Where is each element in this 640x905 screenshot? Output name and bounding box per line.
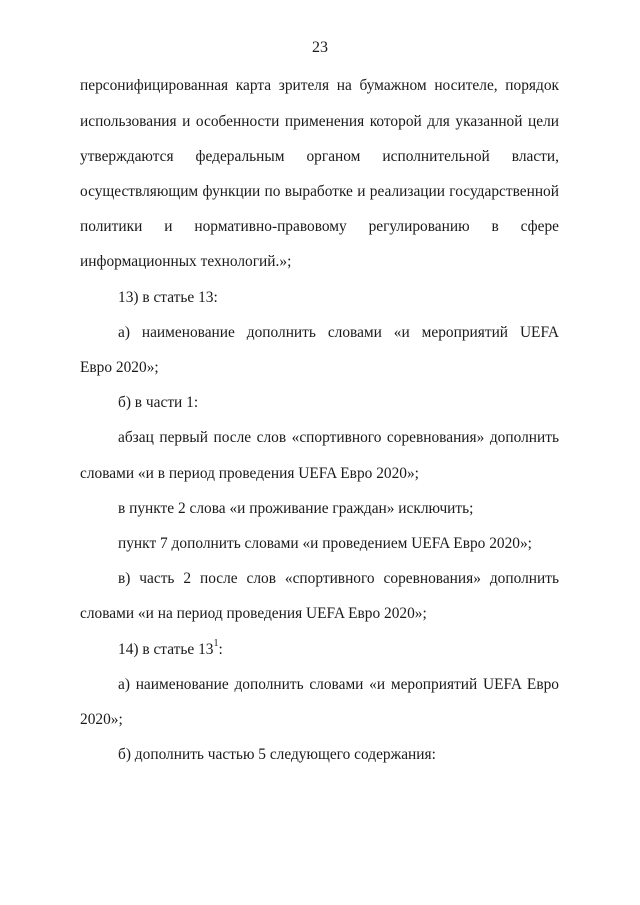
text-line: 2020»;: [80, 711, 123, 728]
text-line-with-superscript: [118, 637, 559, 660]
text-line: а) наименование дополнить словами «и мероприятий UEFA Евро: [118, 676, 559, 693]
page-number: 23: [312, 39, 328, 56]
text-line: информационных технологий.»;: [80, 253, 292, 270]
superscript: 1: [213, 637, 219, 649]
text-line: в пункте 2 слова «и проживание граждан» исключить;: [118, 500, 474, 517]
text-line: а) наименование дополнить словами «и мероприятий UEFA: [118, 324, 559, 341]
text-fragment: :: [218, 641, 223, 658]
text-line: персонифицированная карта зрителя на бумажном носителе, порядок: [80, 77, 559, 94]
text-fragment: 14) в статье 13: [118, 641, 214, 658]
text-line: использования и особенности применения которой для указанной цели: [80, 113, 559, 130]
text-line: Евро 2020»;: [80, 359, 159, 376]
text-line: 13) в статье 13:: [118, 289, 218, 306]
text-line: пункт 7 дополнить словами «и проведением UEFA Евро 2020»;: [118, 535, 532, 552]
text-line: политики и нормативно-правовому регулированию в сфере: [80, 218, 559, 235]
text-line: б) в части 1:: [118, 394, 199, 411]
text-line: осуществляющим функции по выработке и реализации государственной: [80, 183, 559, 200]
text-line: словами «и на период проведения UEFA Евро 2020»;: [80, 605, 427, 622]
text-line: абзац первый после слов «спортивного соревнования» дополнить: [118, 429, 559, 446]
text-line: утверждаются федеральным органом исполнительной власти,: [80, 148, 559, 165]
text-line: б) дополнить частью 5 следующего содержания:: [118, 746, 436, 763]
text-line: словами «и в период проведения UEFA Евро 2020»;: [80, 465, 419, 482]
text-line: в) часть 2 после слов «спортивного соревнования» дополнить: [118, 570, 559, 587]
